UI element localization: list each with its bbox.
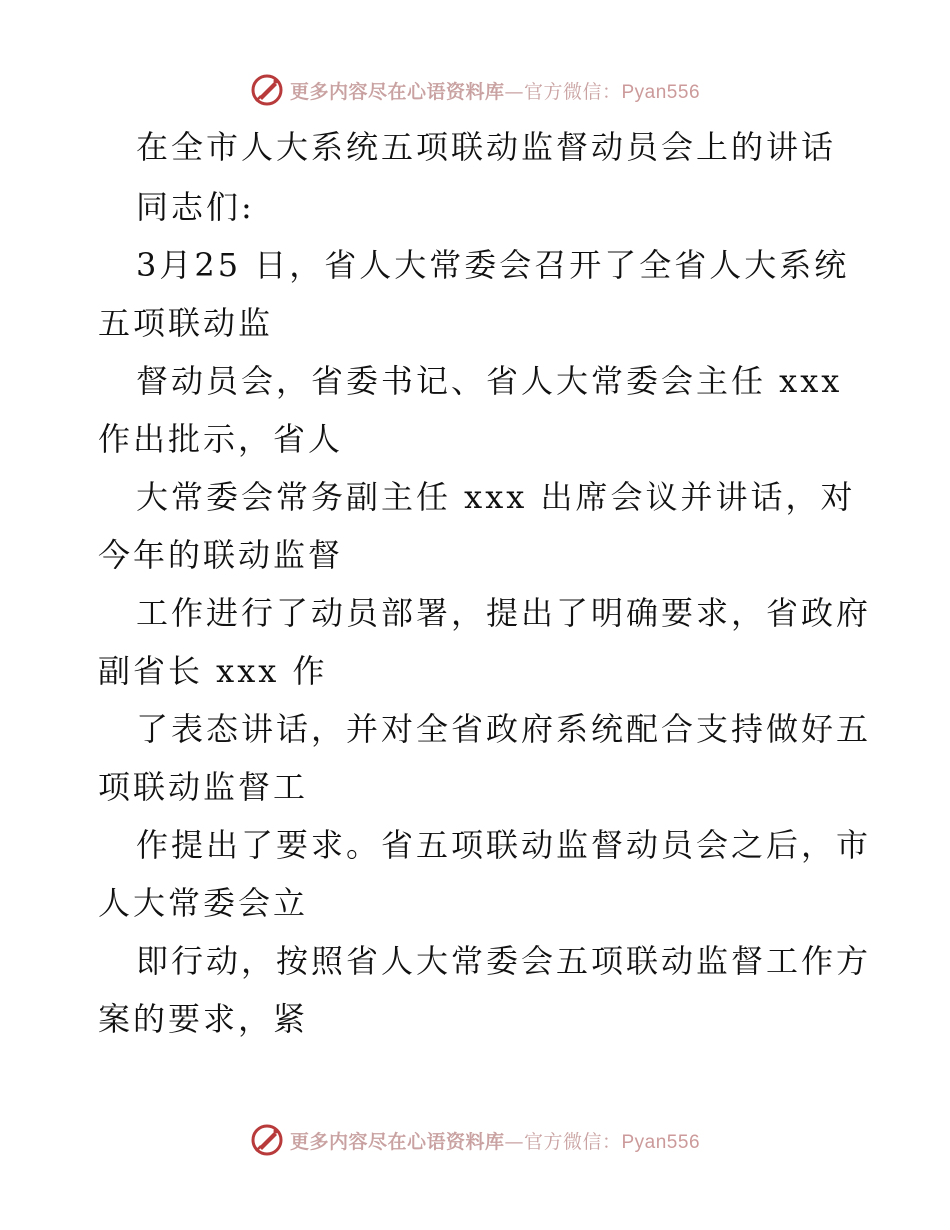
- paragraph-line: 3月25 日，省人大常委会召开了全省人大系统: [136, 246, 850, 284]
- paragraph-line: 项联动监督工: [98, 768, 309, 806]
- watermark-main: 更多内容尽在心语资料库: [289, 80, 505, 103]
- paragraph-line: 工作进行了动员部署，提出了明确要求，省政府: [136, 594, 872, 632]
- document-body: [98, 118, 872, 1048]
- watermark-main: 更多内容尽在心语资料库: [289, 1130, 505, 1153]
- paragraph-line: 作提出了要求。省五项联动监督动员会之后，市: [136, 826, 872, 864]
- footer-watermark: [0, 1120, 950, 1160]
- watermark-wechat-id: Pyan556: [621, 1131, 701, 1153]
- paragraph-line: 副省长 xxx 作: [98, 652, 328, 690]
- paragraph-line: 五项联动监: [98, 304, 274, 342]
- paragraph-line: 作出批示，省人: [98, 420, 344, 458]
- paragraph-line: 今年的联动监督: [98, 536, 344, 574]
- paragraph-line: 案的要求，紧: [98, 1000, 309, 1038]
- watermark-wechat-label: 官方微信：: [523, 80, 622, 103]
- watermark-text: [290, 77, 700, 104]
- paragraph-line: 大常委会常务副主任 xxx 出席会议并讲话，对: [136, 478, 856, 516]
- watermark-separator: —: [504, 1130, 524, 1153]
- paragraph-line: 人大常委会立: [98, 884, 309, 922]
- paragraph-line: 督动员会，省委书记、省人大常委会主任 xxx: [136, 362, 843, 400]
- watermark-text: [290, 1127, 700, 1154]
- watermark-separator: —: [504, 80, 524, 103]
- document-title: 在全市人大系统五项联动监督动员会上的讲话: [136, 128, 837, 166]
- paragraph-line: 即行动，按照省人大常委会五项联动监督工作方: [136, 942, 872, 980]
- watermark-wechat-id: Pyan556: [621, 81, 701, 103]
- quill-logo-icon: [250, 1123, 284, 1157]
- watermark-wechat-label: 官方微信：: [523, 1130, 622, 1153]
- greeting: 同志们:: [136, 188, 255, 226]
- quill-logo-icon: [250, 73, 284, 107]
- paragraph-line: 了表态讲话，并对全省政府系统配合支持做好五: [136, 710, 872, 748]
- header-watermark: [0, 70, 950, 110]
